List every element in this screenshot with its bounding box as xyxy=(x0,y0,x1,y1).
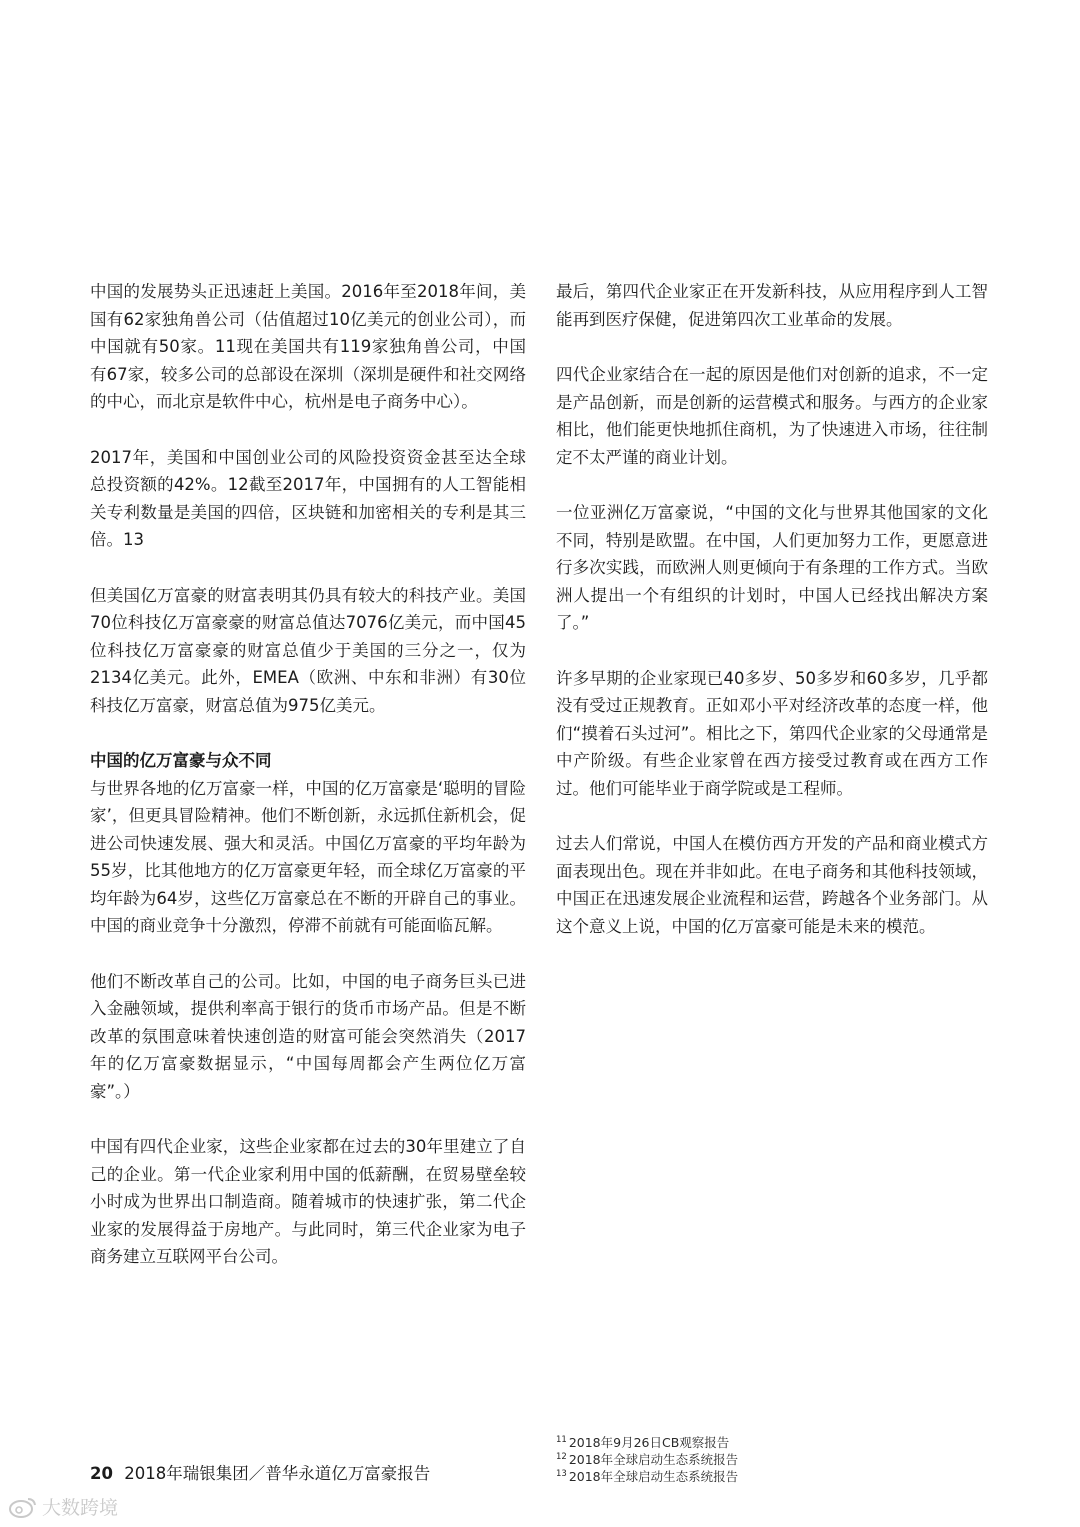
report-title: 2018年瑞银集团／普华永道亿万富豪报告 xyxy=(124,1464,431,1483)
watermark-text: 大数跨境 xyxy=(42,1497,119,1519)
footnote-number: 12 xyxy=(556,1452,567,1463)
body-paragraph: 许多早期的企业家现已40多岁、50多岁和60多岁，几乎都没有受过正规教育。正如邓小平对经济改革的态度一样，他们“摸着石头过河”。相比之下，第四代企业家的父母通常是中产阶级。有些企业家曾在西方接受过教育或在西方工作过。他们可能毕业于商学院或是工程师。 xyxy=(556,668,988,798)
page-number: 20 xyxy=(90,1464,113,1483)
body-paragraph: 最后，第四代企业家正在开发新科技，从应用程序到人工智能再到医疗保健，促进第四次工业革命的发展。 xyxy=(556,282,988,329)
footnote xyxy=(556,1450,738,1467)
footnote-text: 2018年9月26日CB观察报告 xyxy=(568,1435,730,1451)
footnote-text: 2018年全球启动生态系统报告 xyxy=(568,1469,739,1485)
body-paragraph: 与世界各地的亿万富豪一样，中国的亿万富豪是‘聪明的冒险家’，但更具冒险精神。他们不断创新，永远抓住新机会，促进公司快速发展、强大和灵活。中国亿万富豪的平均年龄为55岁，比其他地方的亿万富豪更年轻，而全球亿万富豪的平均年龄为64岁，这些亿万富豪总在不断的开辟自己的事业。中国的商业竞争十分激烈，停滞不前就有可能面临瓦解。 xyxy=(90,778,526,935)
page-footer xyxy=(90,1460,430,1484)
footnotes xyxy=(556,1433,738,1484)
footnote-number: 11 xyxy=(556,1435,567,1445)
weibo-icon xyxy=(8,1495,38,1519)
body-paragraph: 过去人们常说，中国人在模仿西方开发的产品和商业模式方面表现出色。现在并非如此。在电子商务和其他科技领域，中国正在迅速发展企业流程和运营，跨越各个业务部门。从这个意义上说，中国的亿万富豪可能是未来的模范。 xyxy=(556,834,988,936)
section-heading: 中国的亿万富豪与众不同 xyxy=(90,751,272,770)
body-paragraph: 中国的发展势头正迅速赶上美国。2016年至2018年间，美国有62家独角兽公司（估值超过10亿美元的创业公司），而中国就有50家。11现在美国共有119家独角兽公司，中国有67家，较多公司的总部设在深圳（深圳是硬件和社交网络的中心，而北京是软件中心，杭州是电子商务中心）。 xyxy=(90,282,526,411)
body-paragraph: 中国有四代企业家，这些企业家都在过去的30年里建立了自己的企业。第一代企业家利用中国的低薪酬，在贸易壁垒较小时成为世界出口制造商。随着城市的快速扩张，第二代企业家的发展得益于房地产。与此同时，第三代企业家为电子商务建立互联网平台公司。 xyxy=(90,1137,526,1266)
footnote xyxy=(556,1467,738,1484)
body-paragraph: 四代企业家结合在一起的原因是他们对创新的追求，不一定是产品创新，而是创新的运营模式和服务。与西方的企业家相比，他们能更快地抓住商机，为了快速进入市场，往往制定不太严谨的商业计划。 xyxy=(556,365,988,467)
left-column xyxy=(90,278,526,1271)
footnote-number: 13 xyxy=(556,1469,567,1480)
body-paragraph: 但美国亿万富豪的财富表明其仍具有较大的科技产业。美国70位科技亿万富豪豪的财富总值达7076亿美元，而中国45位科技亿万富豪豪的财富总值少于美国的三分之一，仅为2134亿美元。此外，EMEA（欧洲、中东和非洲）有30位科技亿万富豪，财富总值为975亿美元。 xyxy=(90,585,526,715)
footnote xyxy=(556,1433,738,1450)
footnote-text: 2018年全球启动生态系统报告 xyxy=(568,1452,739,1468)
body-paragraph: 一位亚洲亿万富豪说，“中国的文化与世界其他国家的文化不同，特别是欧盟。在中国，人们更加努力工作，更愿意进行多次实践，而欧洲人则更倾向于有条理的工作方式。当欧洲人提出一个有组织的计划时，中国人已经找出解决方案了。” xyxy=(556,503,988,632)
body-paragraph: 他们不断改革自己的公司。比如，中国的电子商务巨头已进入金融领域，提供利率高于银行的货币市场产品。但是不断改革的氛围意味着快速创造的财富可能会突然消失（2017年的亿万富豪数据显示，“中国每周都会产生两位亿万富豪”。） xyxy=(90,971,526,1101)
right-column xyxy=(556,278,988,940)
watermark xyxy=(8,1493,118,1520)
body-paragraph: 2017年，美国和中国创业公司的风险投资资金甚至达全球总投资额的42%。12截至2017年，中国拥有的人工智能相关专利数量是美国的四倍，区块链和加密相关的专利是其三倍。13 xyxy=(90,447,526,549)
